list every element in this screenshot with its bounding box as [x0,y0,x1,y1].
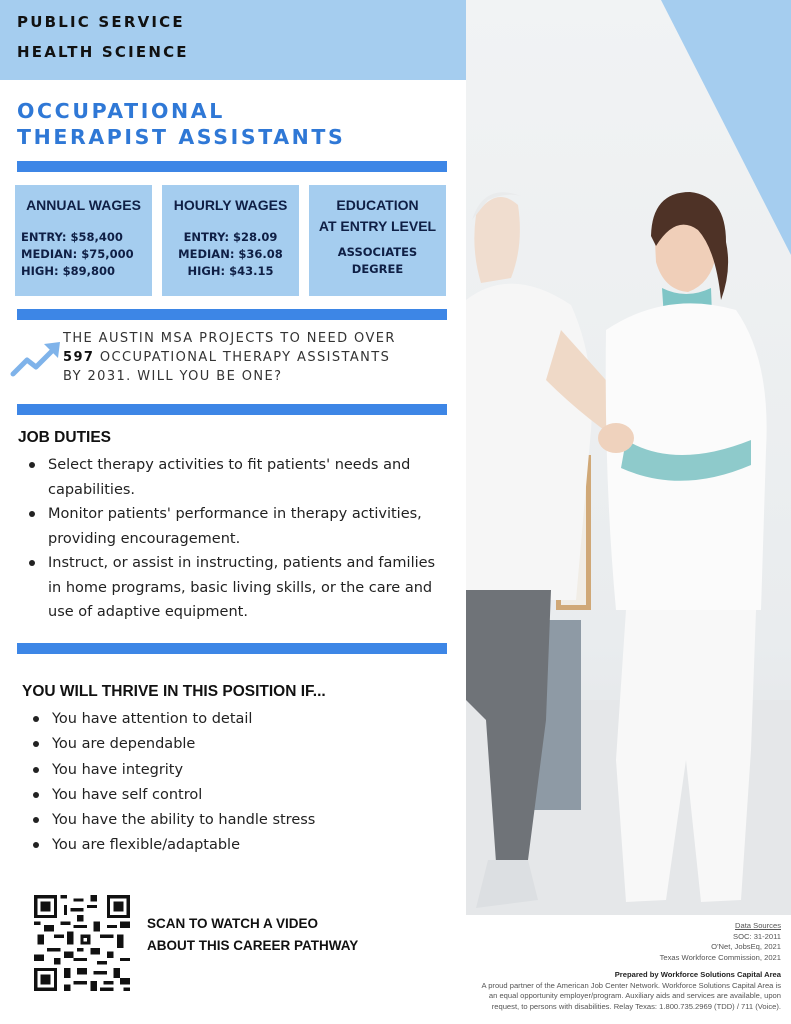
education-heading [309,195,446,237]
divider-3 [17,404,447,415]
hourly-entry: ENTRY: $28.09 [183,230,278,244]
projection-line2: OCCUPATIONAL THERAPY ASSISTANTS [94,350,391,365]
job-duties-heading: JOB DUTIES [18,429,112,446]
career-cluster-2: HEALTH SCIENCE [17,43,189,61]
page-title [17,98,345,150]
source-soc: SOC: 31-2011 [733,931,781,941]
header-band [0,0,466,80]
annual-entry: ENTRY: $58,400 [21,230,123,244]
divider-1 [17,161,447,172]
thrive-list [22,707,442,859]
thrive-heading: YOU WILL THRIVE IN THIS POSITION IF... [22,683,326,700]
data-sources-label: Data Sources [734,921,781,930]
video-cta-line2: ABOUT THIS CAREER PATHWAY [147,938,359,953]
education-box [309,185,446,296]
prepared-by: Prepared by Workforce Solutions Capital Area [614,970,781,979]
annual-median: MEDIAN: $75,000 [21,247,134,261]
annual-wages-heading: ANNUAL WAGES [26,197,141,213]
disclaimer-line1: A proud partner of the American Job Center Network. Workforce Solutions Capital Area is [481,980,781,990]
hourly-high: HIGH: $43.15 [187,264,274,278]
data-sources [660,921,781,963]
divider-4 [17,643,447,654]
video-cta [147,913,358,957]
disclaimer-line2: an equal opportunity employer/program. Auxiliary aids and services are available, upon [488,991,781,1000]
therapist-patient-photo [466,0,791,915]
page-title-line1: OCCUPATIONAL [17,99,225,123]
annual-wages-box [15,185,152,296]
hourly-median: MEDIAN: $36.08 [178,247,283,261]
footer-disclaimer [481,970,781,1012]
annual-high: HIGH: $89,800 [21,264,115,278]
list-item: You have integrity [22,758,442,783]
education-heading-line1: EDUCATION [336,197,419,213]
list-item: Instruct, or assist in instructing, patients and families in home programs, basic living skills, or the care and use of adaptive equipment. [18,551,438,625]
disclaimer-line3: request, to persons with disabilities. Relay Texas: 1.800.735.2969 (TDD) / 711 (Voice). [491,1001,781,1011]
source-twc: Texas Workforce Commission, 2021 [659,952,781,962]
education-value-line1: ASSOCIATES [337,245,418,259]
hourly-wages-box [162,185,299,296]
list-item: You have self control [22,783,442,808]
video-cta-line1: SCAN TO WATCH A VIDEO [147,916,319,931]
list-item: You are flexible/adaptable [22,833,442,858]
list-item: You have attention to detail [22,707,442,732]
projection-text [63,329,443,386]
projection-line3: BY 2031. WILL YOU BE ONE? [63,369,283,384]
page-title-line2: THERAPIST ASSISTANTS [17,125,346,149]
trend-up-icon [10,340,62,378]
list-item: You have the ability to handle stress [22,808,442,833]
hourly-wages-heading: HOURLY WAGES [173,197,288,213]
list-item: Select therapy activities to fit patients' needs and capabilities. [18,453,438,502]
list-item: Monitor patients' performance in therapy activities, providing encouragement. [18,502,438,551]
source-onet: O'Net, JobsEq, 2021 [711,942,781,951]
education-heading-line2: AT ENTRY LEVEL [318,218,437,234]
qr-code-icon[interactable] [34,895,130,991]
divider-2 [17,309,447,320]
job-duties-list [18,453,438,625]
career-cluster-1: PUBLIC SERVICE [17,13,185,31]
list-item: You are dependable [22,732,442,757]
education-value-line2: DEGREE [351,262,404,276]
projection-line1: THE AUSTIN MSA PROJECTS TO NEED OVER [63,331,396,346]
projection-number: 597 [63,350,95,365]
